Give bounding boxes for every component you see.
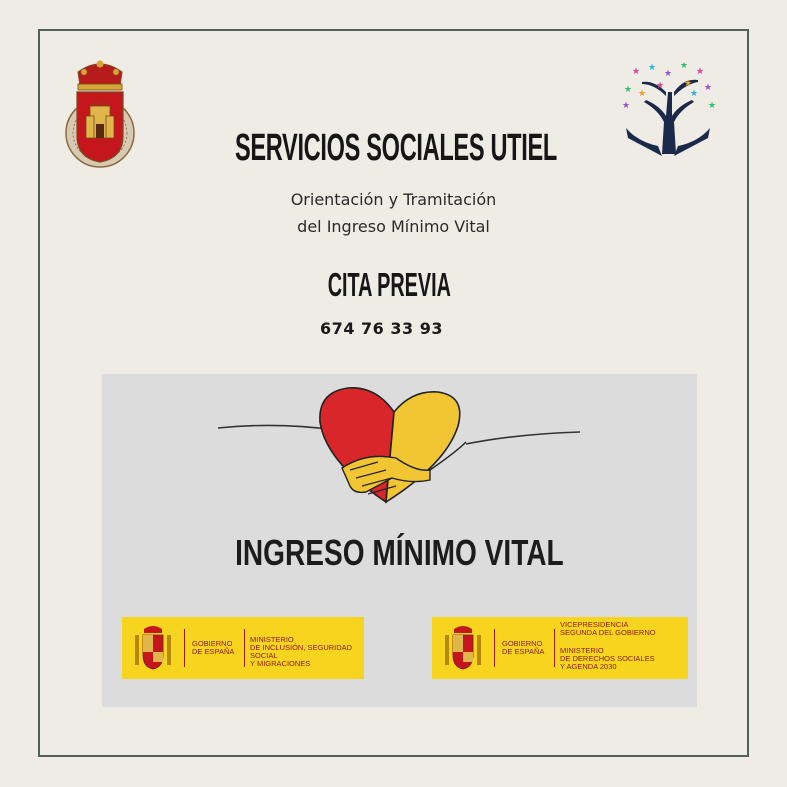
- spain-coat-of-arms-icon: [132, 623, 174, 673]
- svg-text:★: ★: [648, 63, 657, 73]
- cita-previa-heading: CITA PREVIA: [327, 266, 451, 303]
- svg-text:★: ★: [690, 89, 699, 99]
- ministry-label: MINISTERIO DE DERECHOS SOCIALES Y AGENDA 2030: [560, 646, 655, 671]
- spain-coat-of-arms-icon: [442, 623, 484, 673]
- svg-text:★: ★: [638, 89, 647, 99]
- svg-text:★: ★: [656, 81, 665, 91]
- svg-text:★: ★: [624, 85, 633, 95]
- svg-text:★: ★: [704, 83, 713, 93]
- svg-text:★: ★: [708, 101, 717, 111]
- divider: [494, 629, 495, 667]
- svg-text:★: ★: [632, 67, 641, 77]
- page-title: SERVICIOS SOCIALES UTIEL: [234, 127, 557, 169]
- svg-text:★: ★: [684, 79, 693, 89]
- divider: [554, 629, 555, 667]
- heart-handshake-logo: [216, 382, 582, 522]
- gobierno-label: GOBIERNO DE ESPAÑA: [502, 639, 545, 656]
- gobierno-logo-left: [122, 617, 364, 679]
- utiel-coat-of-arms-logo: [62, 58, 138, 170]
- divider: [244, 629, 245, 667]
- banner-title: INGRESO MÍNIMO VITAL: [235, 532, 564, 573]
- phone-number: 674 76 33 93: [320, 319, 443, 338]
- ministry-label: MINISTERIO DE INCLUSIÓN, SEGURIDAD SOCIAL Y MIGRACIONES: [250, 635, 353, 668]
- subtitle-line-1: Orientación y Tramitación: [290, 190, 497, 209]
- svg-text:★: ★: [696, 67, 705, 77]
- divider: [184, 629, 185, 667]
- gobierno-logo-right: [432, 617, 688, 679]
- vicepresidencia-label: VICEPRESIDENCIA SEGUNDA DEL GOBIERNO: [560, 620, 656, 637]
- ingreso-minimo-vital-banner: [102, 374, 697, 707]
- svg-text:★: ★: [680, 62, 689, 71]
- subtitle-line-2: del Ingreso Mínimo Vital: [297, 217, 490, 236]
- svg-text:★: ★: [622, 101, 631, 111]
- svg-text:★: ★: [664, 69, 673, 79]
- gobierno-label: GOBIERNO DE ESPAÑA: [192, 639, 235, 656]
